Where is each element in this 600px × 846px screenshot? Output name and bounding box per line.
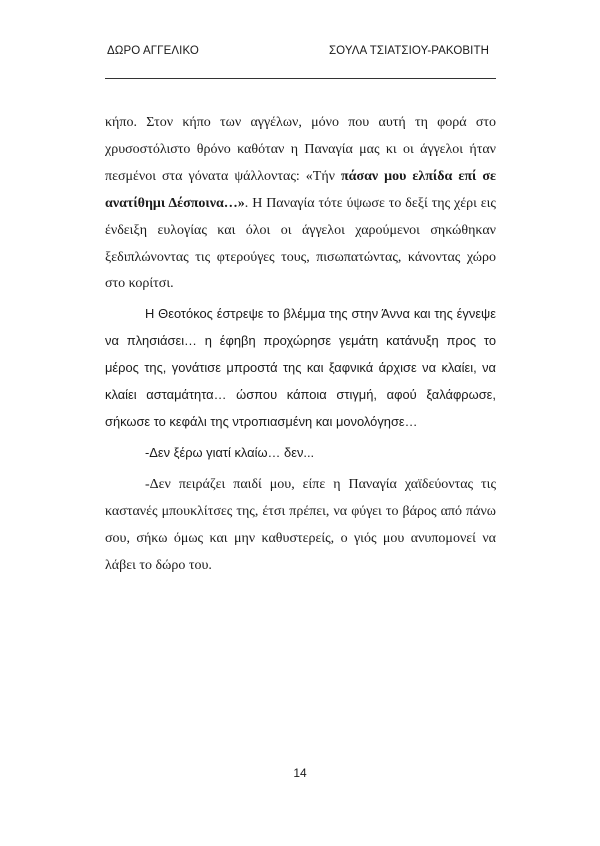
page-number: 14: [293, 766, 307, 780]
paragraph-1-bold-quote: πάσαν μου ελπίδα επί σε ανατίθημι Δέσποινα…»: [105, 168, 496, 211]
paragraph-4: -Δεν πειράζει παιδί μου, είπε η Παναγία χαϊδεύοντας τις καστανές μπουκλίτσες της, έτσι πρέπει, να φύγει το βάρος από πάνω σου, σήκω όμως και μην καθυστερείς, ο γιός μου ανυπομονεί να λάβει το δώρο του.: [105, 476, 496, 573]
book-title-header: ΔΩΡΟ ΑΓΓΕΛΙΚΟ: [107, 45, 199, 57]
paragraph-3: -Δεν ξέρω γιατί κλαίω… δεν...: [145, 444, 315, 460]
paragraph-1-text-start: κήπο. Στον κήπο των αγγέλων, μόνο που αυτή τη φορά στο χρυσοστόλιστο θρόνο καθόταν η Παναγία μας κι οι άγγελοι ήταν πεσμένοι στα γόνατα ψάλλοντας: «Τήν: [105, 115, 496, 184]
running-header: [107, 45, 495, 65]
body-text: [105, 110, 496, 579]
author-name-header: ΣΟΥΛΑ ΤΣΙΑΤΣΙΟΥ-ΡΑΚΟΒΙΤΗ: [328, 45, 489, 57]
paragraph-1: [105, 110, 496, 298]
header-divider: [105, 78, 496, 79]
paragraph-2: Η Θεοτόκος έστρεψε το βλέμμα της στην Άννα και της έγνεψε να πλησιάσει… η έφηβη προχώρησε γεμάτη κατάνυξη προς το μέρος της, γονάτισε μπροστά της και ξαφνικά άρχισε να κλαίει, να κλαίει ασταμάτητα… ώσπου κάποια στιγμή, αφού ξαλάφρωσε, σήκωσε το κεφάλι της ντροπιασμένη και μονολόγησε…: [105, 306, 496, 429]
paragraph-1-text-end: . Η Παναγία τότε ύψωσε το δεξί της χέρι εις ένδειξη ευλογίας και όλοι οι άγγελοι χαρούμενοι σηκώθηκαν ξεδιπλώνοντας τις φτερούγες τους, πισωπατώντας, κάνοντας χώρο στο κορίτσι.: [105, 195, 496, 292]
